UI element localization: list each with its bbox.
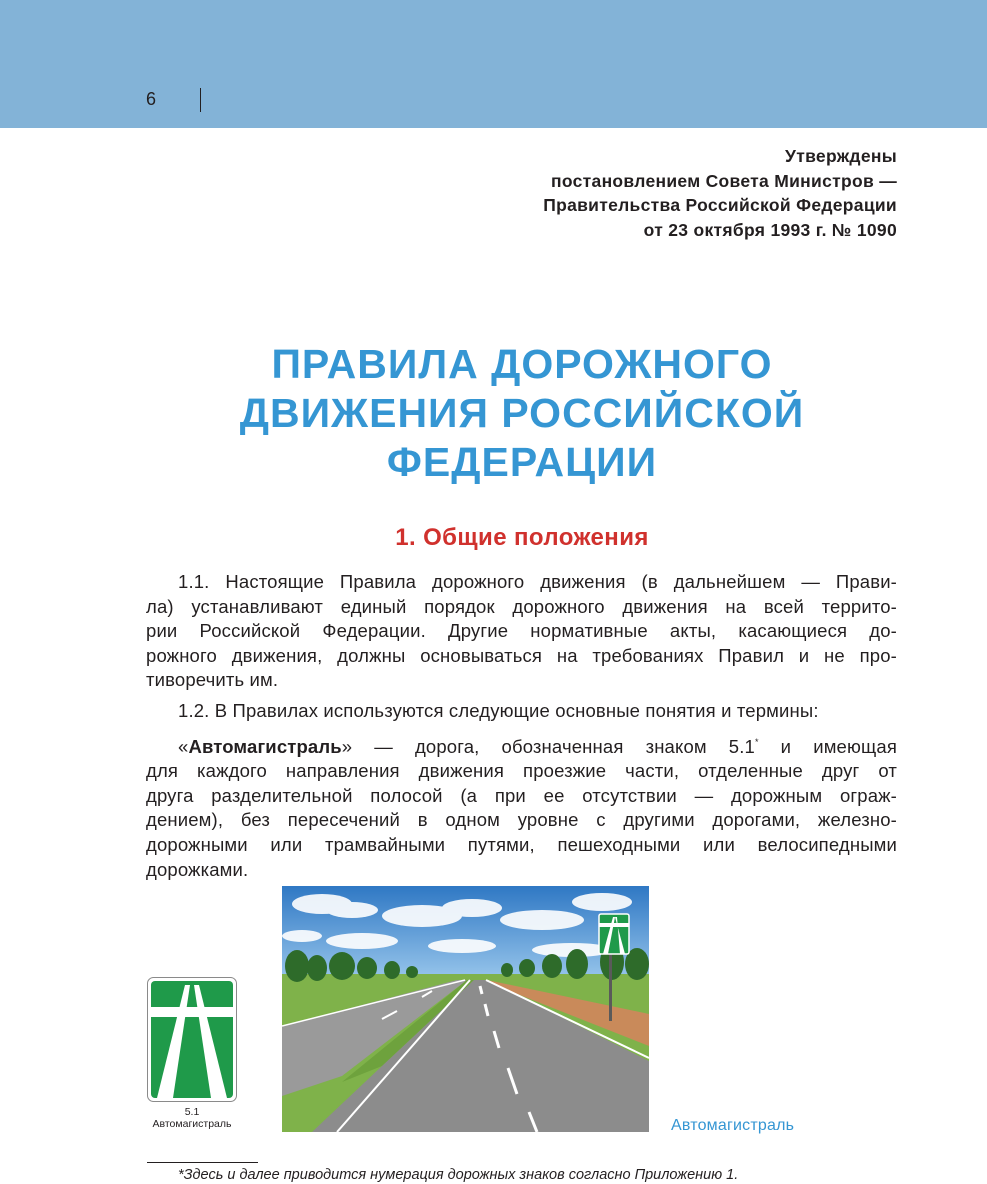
open-quote: « (178, 735, 189, 757)
approval-line: от 23 октября 1993 г. № 1090 (643, 219, 897, 240)
paragraph-line: 1.1. Настоящие Правила дорожного движения (в дальнейшем — Прави- (178, 571, 897, 592)
approval-block (543, 144, 897, 242)
motorway-illustration (282, 886, 649, 1132)
definition-line: для каждого направления движения проезжие части, отделенные друг от (146, 760, 897, 782)
close-quote: » (341, 735, 353, 757)
sign-name: Автомагистраль (152, 1118, 232, 1130)
definition-line: друга разделительной полосой (а при ее отсутствии — дорожным ограж- (146, 784, 897, 806)
paragraph-line: ла) устанавливают единый порядок дорожного движения на всей террито- (146, 595, 897, 617)
title-line: ФЕДЕРАЦИИ (386, 439, 658, 485)
section-heading: 1. Общие положения (395, 524, 649, 551)
definition-line (146, 730, 897, 760)
page-number: 6 (146, 89, 157, 109)
paragraph-line: тиворечить им. (146, 669, 279, 691)
footnote: *Здесь и далее приводится нумерация дорожных знаков согласно Приложению 1. (178, 1167, 739, 1183)
definition-term: Автомагистраль (188, 735, 342, 757)
footnote-mark: * (754, 736, 759, 747)
definition-text: — дорога, обозначенная знаком 5.1 (352, 735, 755, 757)
motorway-sign-icon (147, 977, 237, 1102)
definition-line: дением), без пересечений в одном уровне с другими дорогами, железно- (146, 809, 897, 831)
definition-text: и имеющая (758, 735, 898, 757)
title-line: ПРАВИЛА ДОРОЖНОГО (271, 341, 773, 387)
page-title (150, 340, 894, 487)
sign-number: 5.1 (184, 1106, 200, 1118)
paragraph-line: 1.2. В Правилах используются следующие основные понятия и термины: (178, 699, 819, 721)
paragraph-line: рии Российской Федерации. Другие нормативные акты, касающиеся до- (146, 620, 897, 642)
photo-caption: Автомагистраль (671, 1117, 795, 1134)
body-text (146, 570, 897, 882)
paragraph-line: рожного движения, должны основываться на требованиях Правил и не про- (146, 644, 897, 666)
definition-line: дорожными или трамвайными путями, пешеходными или велосипедными (146, 833, 897, 855)
header-divider (200, 88, 201, 112)
approval-line: постановлением Совета Министров — (551, 170, 897, 191)
title-line: ДВИЖЕНИЯ РОССИЙСКОЙ (239, 390, 805, 436)
approval-line: Правительства Российской Федерации (543, 195, 897, 215)
definition-line: дорожками. (146, 858, 249, 880)
footnote-rule (147, 1162, 258, 1163)
approval-line: Утверждены (785, 146, 897, 166)
sign-caption (140, 1106, 244, 1130)
